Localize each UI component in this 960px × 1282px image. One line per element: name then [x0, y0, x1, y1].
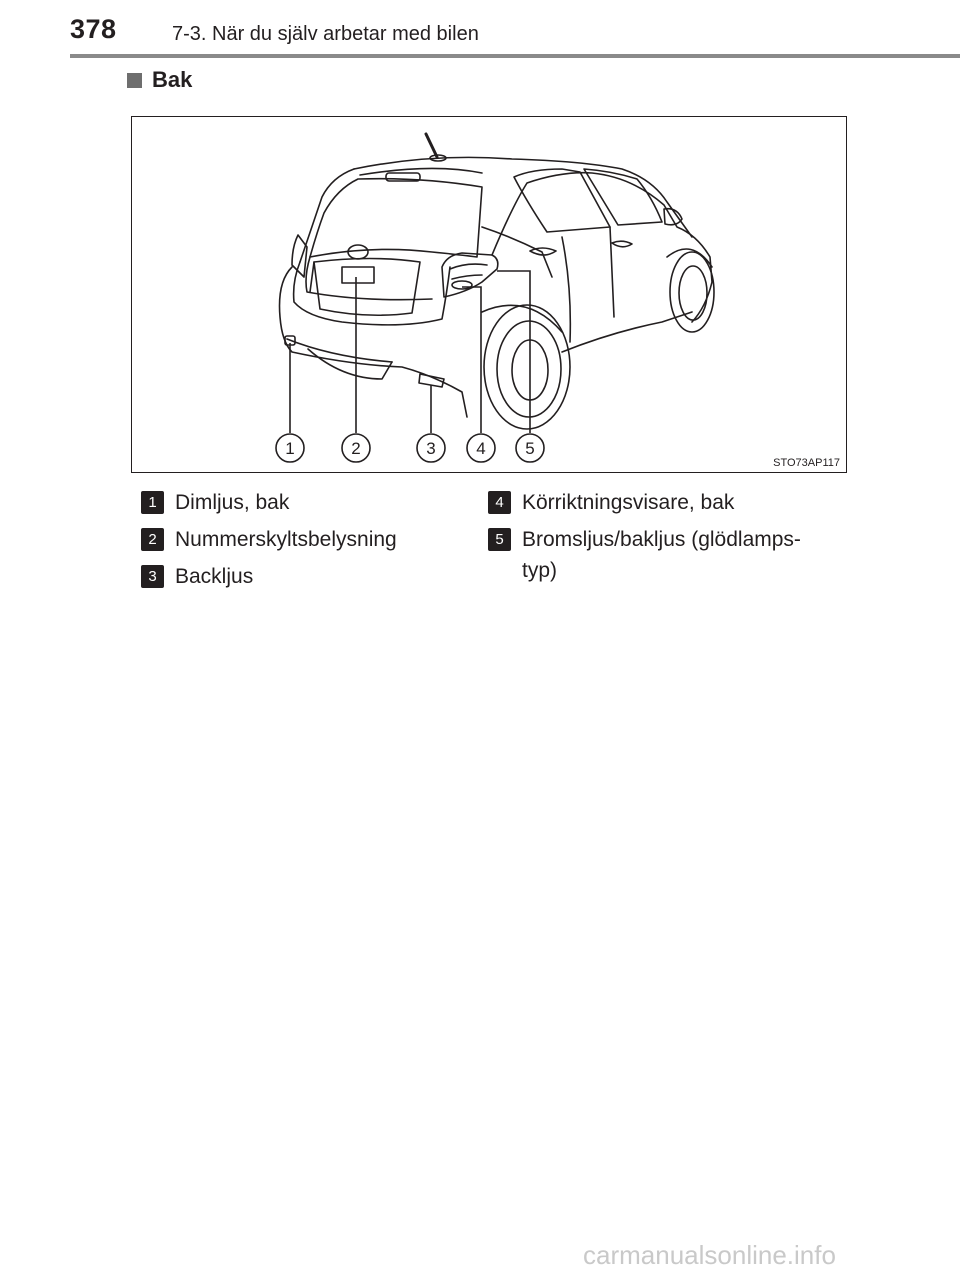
- rear-lights-figure: [131, 116, 847, 473]
- svg-text:2: 2: [351, 439, 361, 458]
- legend-badge-2: 2: [141, 528, 164, 551]
- callout-3: [417, 434, 445, 462]
- car-rear-illustration: [132, 117, 847, 473]
- legend-badge-3: 3: [141, 565, 164, 588]
- legend-label-3: Backljus: [175, 565, 254, 588]
- svg-text:5: 5: [525, 439, 535, 458]
- legend-label-1: Dimljus, bak: [175, 491, 290, 514]
- legend-badge-4: 4: [488, 491, 511, 514]
- callout-4: [467, 434, 495, 462]
- svg-text:3: 3: [426, 439, 436, 458]
- svg-text:4: 4: [476, 439, 486, 458]
- legend-badge-5: 5: [488, 528, 511, 551]
- section-title: 7-3. När du själv arbetar med bilen: [172, 23, 479, 45]
- callout-5: [516, 434, 544, 462]
- watermark: carmanualsonline.info: [583, 1240, 836, 1270]
- legend-label-5: Bromsljus/bakljus (glödlamps-typ): [522, 528, 801, 582]
- callout-2: [342, 434, 370, 462]
- square-bullet-icon: [127, 73, 142, 88]
- header-rule: [70, 54, 960, 58]
- legend-label-4: Körriktningsvisare, bak: [522, 491, 735, 514]
- legend-label-2: Nummerskyltsbelysning: [175, 528, 397, 551]
- legend-badge-1: 1: [141, 491, 164, 514]
- subheading: [127, 67, 192, 93]
- page-number: 378: [70, 14, 117, 44]
- callout-1: [276, 434, 304, 462]
- figure-code: STO73AP117: [773, 457, 840, 469]
- svg-text:1: 1: [285, 439, 295, 458]
- subheading-label: Bak: [152, 67, 193, 92]
